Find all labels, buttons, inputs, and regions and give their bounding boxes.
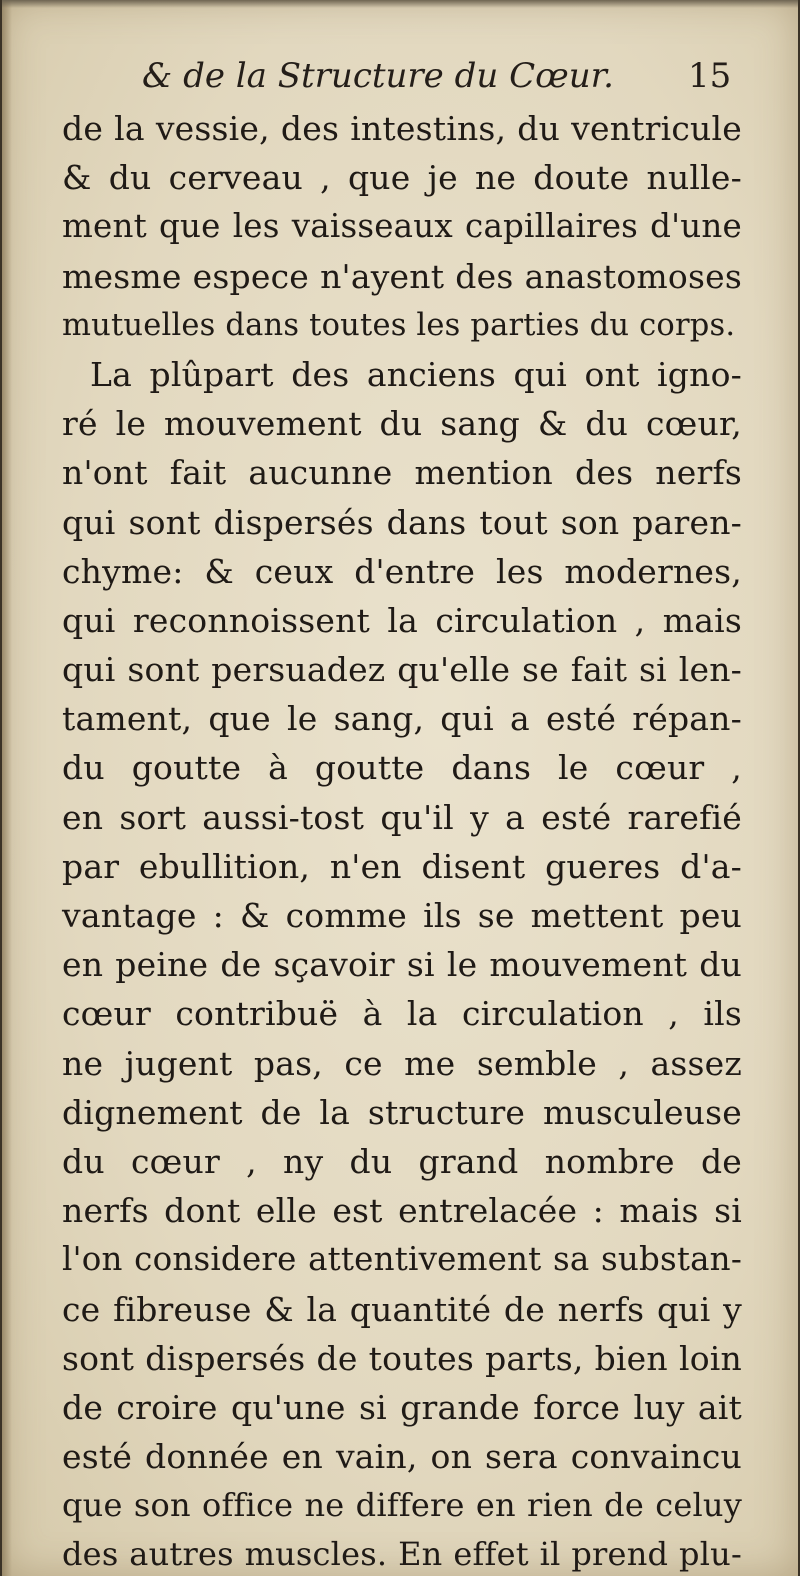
book-page xyxy=(2,0,798,1576)
text-line: sont dispersés de toutes parts, bien loin xyxy=(62,1338,742,1378)
text-line: ne jugent pas, ce me semble , assez xyxy=(62,1043,742,1083)
running-head: & de la Structure du Cœur. xyxy=(142,56,614,96)
text-line: que son office ne differe en rien de celuy xyxy=(62,1486,742,1525)
text-line: par ebullition, n'en disent gueres d'a- xyxy=(62,846,742,886)
text-line: l'on considere attentivement sa substan- xyxy=(62,1240,742,1279)
text-line: de croire qu'une si grande force luy ait xyxy=(62,1387,742,1427)
text-line: qui sont persuadez qu'elle se fait si len- xyxy=(62,650,742,690)
text-line: qui sont dispersés dans tout son paren- xyxy=(62,502,742,542)
text-line: chyme: & ceux d'entre les modernes, xyxy=(62,551,742,591)
text-line: du goutte à goutte dans le cœur , xyxy=(62,748,742,788)
text-line: en sort aussi-tost qu'il y a esté rarefié xyxy=(62,797,742,837)
text-line: qui reconnoissent la circulation , mais xyxy=(62,600,742,640)
text-line: cœur contribuë à la circulation , ils xyxy=(62,994,742,1034)
paragraph-start-line: La plûpart des anciens qui ont igno- xyxy=(90,354,742,394)
text-line: esté donnée en vain, on sera convaincu xyxy=(62,1437,742,1477)
page-gutter-edge xyxy=(2,0,12,1576)
text-line: des autres muscles. En effet il prend plu- xyxy=(62,1535,742,1574)
text-line: tament, que le sang, qui a esté répan- xyxy=(62,699,742,739)
text-line: mutuelles dans toutes les parties du corps. xyxy=(62,307,736,343)
text-line: ré le mouvement du sang & du cœur, xyxy=(62,404,742,444)
page-top-edge xyxy=(2,0,798,8)
text-line: nerfs dont elle est entrelacée : mais si xyxy=(62,1191,742,1231)
text-line: vantage : & comme ils se mettent peu xyxy=(62,896,742,935)
text-line: en peine de sçavoir si le mouvement du xyxy=(62,945,742,985)
text-line: ce fibreuse & la quantité de nerfs qui y xyxy=(62,1289,742,1329)
text-line: de la vessie, des intestins, du ventricule xyxy=(62,109,742,148)
text-line: & du cerveau , que je ne doute nulle- xyxy=(62,158,742,198)
page-number: 15 xyxy=(688,56,732,96)
text-line: dignement de la structure musculeuse xyxy=(62,1092,742,1132)
text-line: mesme espece n'ayent des anastomoses xyxy=(62,256,742,296)
text-line: ment que les vaisseaux capillaires d'une xyxy=(62,207,742,246)
text-line: du cœur , ny du grand nombre de xyxy=(62,1141,742,1181)
text-line: n'ont fait aucunne mention des nerfs xyxy=(62,453,742,493)
body-text xyxy=(62,104,742,1576)
